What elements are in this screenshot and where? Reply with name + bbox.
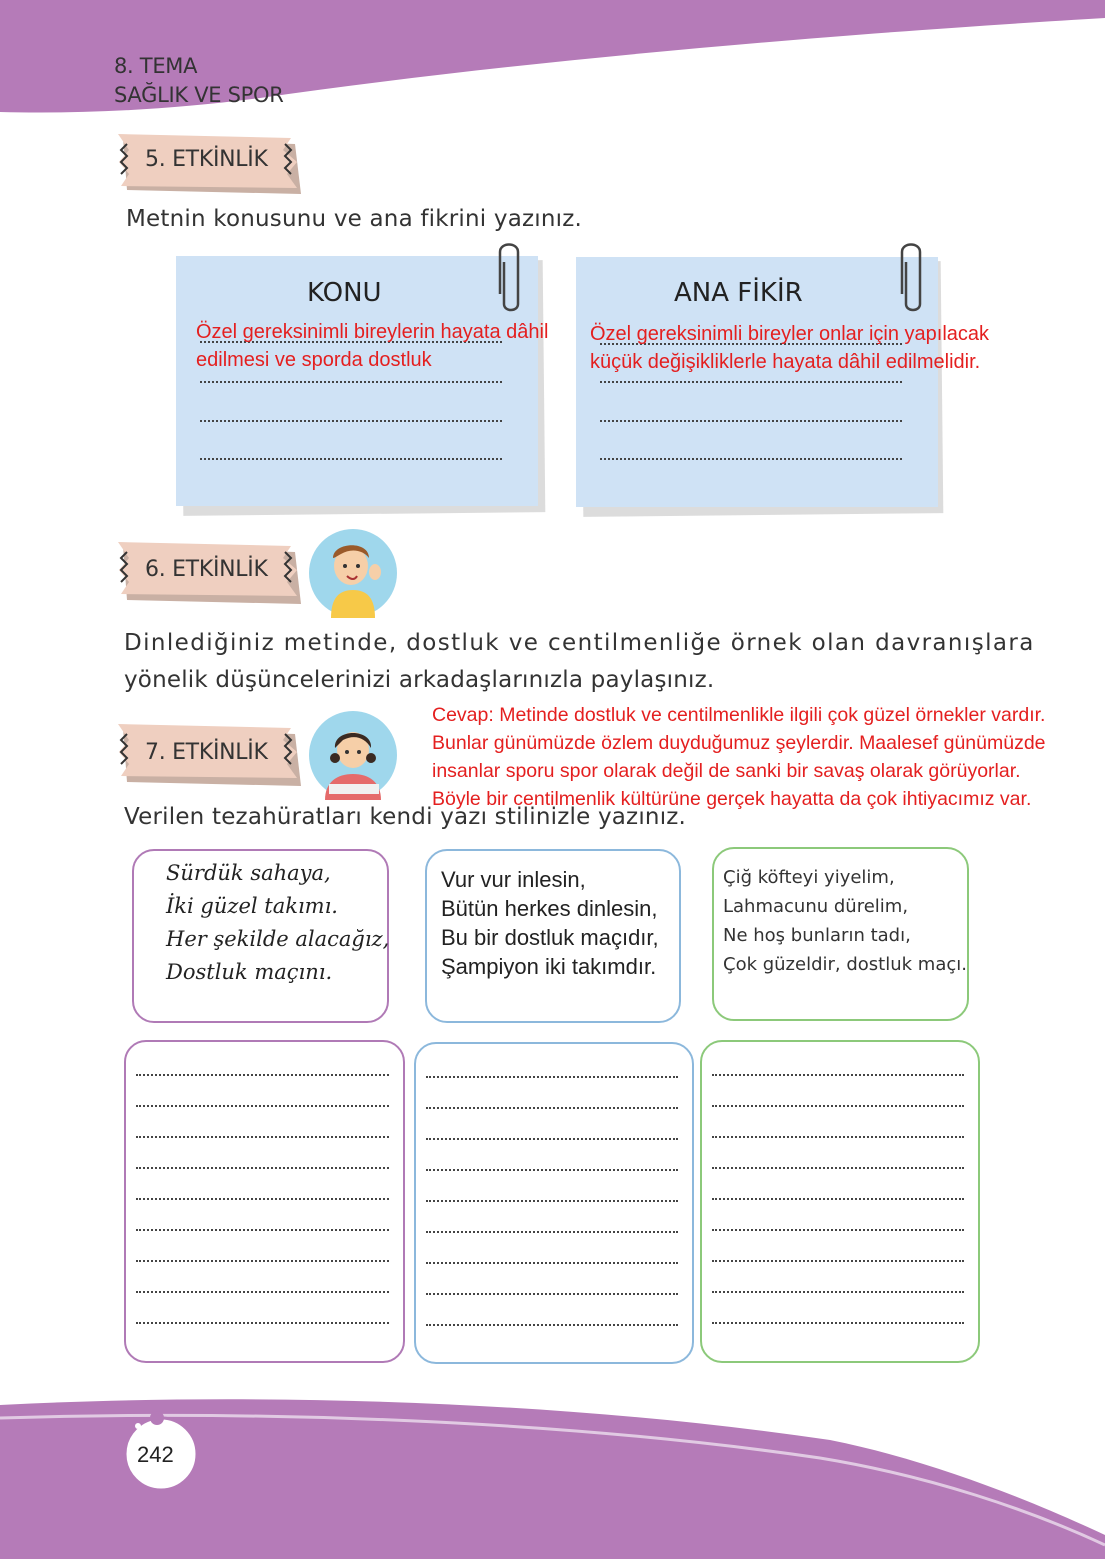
- writing-line: [426, 1293, 678, 1295]
- theme-number: 8. TEMA: [114, 54, 198, 78]
- writing-line: [136, 1322, 389, 1324]
- writing-line: [136, 1229, 389, 1231]
- chant3-line1: Çiğ köfteyi yiyelim,: [723, 867, 895, 888]
- theme-title: SAĞLIK VE SPOR: [114, 83, 284, 107]
- activity6-answer-line4: Böyle bir centilmenlik kültürüne gerçek hayatta da çok ihtiyacımız var.: [432, 788, 1032, 810]
- girl-writing-illustration: [307, 710, 399, 800]
- writing-line: [136, 1291, 389, 1293]
- writing-box-1[interactable]: [124, 1040, 405, 1363]
- paperclip-icon: [496, 240, 526, 316]
- chant3-line4: Çok güzeldir, dostluk maçı.: [723, 954, 967, 975]
- writing-line: [136, 1198, 389, 1200]
- paperclip-icon: [898, 240, 928, 316]
- chant1-line4: Dostluk maçını.: [166, 960, 333, 984]
- writing-line: [712, 1136, 964, 1138]
- writing-line: [712, 1291, 964, 1293]
- writing-line: [426, 1231, 678, 1233]
- chant-box-3: [712, 847, 969, 1021]
- chant2-line3: Bu bir dostluk maçıdır,: [441, 925, 659, 950]
- writing-line: [712, 1074, 964, 1076]
- anafikir-answer-line1: Özel gereksinimli bireyler onlar için yapılacak: [590, 323, 990, 345]
- konu-answer-line1: Özel gereksinimli bireylerin hayata dâhil: [196, 321, 549, 343]
- writing-line: [136, 1167, 389, 1169]
- writing-line: [136, 1136, 389, 1138]
- dotted-line: [200, 381, 502, 383]
- chant2-line4: Şampiyon iki takımdır.: [441, 954, 657, 979]
- writing-line: [426, 1169, 678, 1171]
- activity6-instruction-line1: Dinlediğiniz metinde, dostluk ve centilmenliğe örnek olan davranışlara: [124, 630, 1035, 656]
- chant-box-2: [425, 849, 681, 1023]
- chant-box-1: [132, 849, 389, 1023]
- writing-line: [712, 1229, 964, 1231]
- writing-line: [426, 1107, 678, 1109]
- dotted-line: [600, 458, 902, 460]
- konu-title: KONU: [307, 278, 382, 308]
- activity6-answer-line2: Bunlar günümüzde özlem duyduğumuz şeylerdir. Maalesef günümüzde: [432, 732, 1046, 754]
- writing-line: [712, 1260, 964, 1262]
- writing-box-2[interactable]: [414, 1042, 694, 1364]
- writing-line: [426, 1324, 678, 1326]
- writing-line: [426, 1262, 678, 1264]
- writing-line: [712, 1105, 964, 1107]
- chant2-line2: Bütün herkes dinlesin,: [441, 896, 658, 921]
- chant3-line3: Ne hoş bunların tadı,: [723, 925, 911, 946]
- chant2-line1: Vur vur inlesin,: [441, 867, 586, 892]
- writing-line: [136, 1105, 389, 1107]
- page-number: 242: [137, 1442, 174, 1467]
- writing-line: [426, 1076, 678, 1078]
- theme-header: [114, 52, 284, 110]
- chant1-line3: Her şekilde alacağız,: [166, 927, 390, 951]
- activity6-instruction-line2: yönelik düşüncelerinizi arkadaşlarınızla paylaşınız.: [124, 667, 715, 693]
- konu-answer-line2: edilmesi ve sporda dostluk: [196, 349, 432, 371]
- activity5-instruction: Metnin konusunu ve ana fikrini yazınız.: [126, 206, 583, 232]
- activity6-answer-line1: Cevap: Metinde dostluk ve centilmenlikle ilgili çok güzel örnekler vardır.: [432, 704, 1046, 726]
- activity7-label: 7. ETKİNLİK: [145, 740, 268, 765]
- dotted-line: [200, 458, 502, 460]
- dotted-line: [600, 420, 902, 422]
- activity5-label: 5. ETKİNLİK: [145, 147, 268, 172]
- dotted-line: [600, 381, 902, 383]
- activity6-label: 6. ETKİNLİK: [145, 557, 268, 582]
- writing-line: [712, 1167, 964, 1169]
- activity7-instruction: Verilen tezahüratları kendi yazı stilinizle yazınız.: [124, 804, 687, 830]
- boy-listening-illustration: [307, 528, 399, 618]
- chant1-line2: İki güzel takımı.: [166, 894, 338, 918]
- writing-line: [136, 1074, 389, 1076]
- writing-line: [426, 1200, 678, 1202]
- writing-line: [136, 1260, 389, 1262]
- writing-line: [712, 1198, 964, 1200]
- chant3-line2: Lahmacunu dürelim,: [723, 896, 909, 917]
- writing-box-3[interactable]: [700, 1040, 980, 1363]
- anafikir-title: ANA FİKİR: [674, 278, 803, 308]
- writing-line: [712, 1322, 964, 1324]
- activity6-answer-line3: insanlar sporu spor olarak değil de sanki bir savaş olarak görüyorlar.: [432, 760, 1021, 782]
- writing-line: [426, 1138, 678, 1140]
- chant1-line1: Sürdük sahaya,: [166, 861, 331, 885]
- dotted-line: [200, 420, 502, 422]
- anafikir-answer-line2: küçük değişikliklerle hayata dâhil edilmelidir.: [590, 351, 981, 373]
